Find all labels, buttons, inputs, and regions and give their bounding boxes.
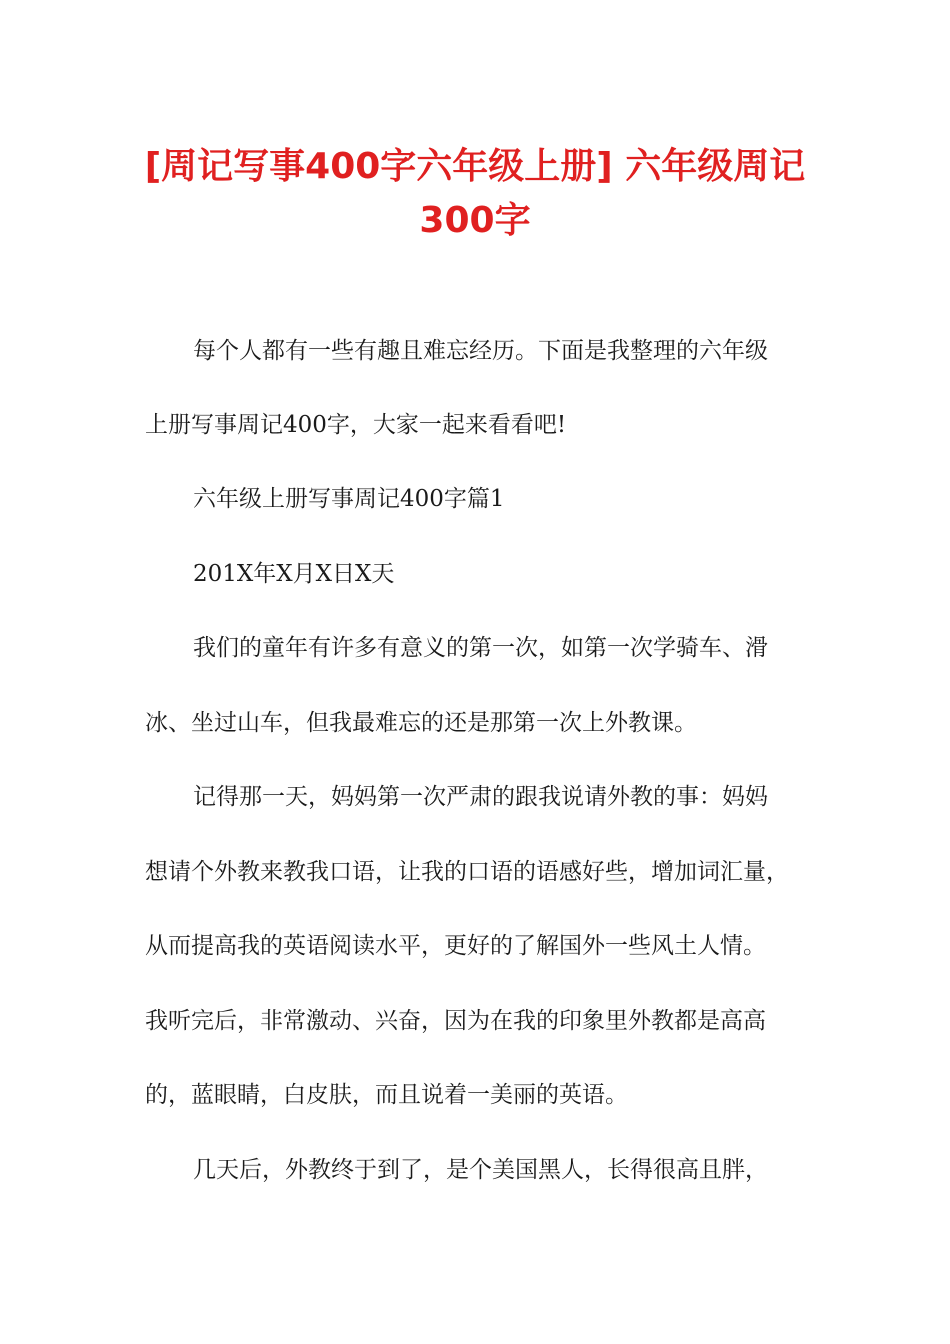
paragraph-line: 想请个外教来教我口语，让我的口语的语感好些，增加词汇量，: [145, 859, 789, 885]
paragraph-line: 记得那一天，妈妈第一次严肃的跟我说请外教的事：妈妈: [193, 784, 768, 810]
date-line: 201X年X月X日X天: [193, 561, 395, 587]
section-heading: 六年级上册写事周记400字篇1: [193, 486, 505, 512]
document-title: [120, 140, 830, 248]
title-line-1: [周记写事400字六年级上册] 六年级周记: [144, 146, 806, 187]
paragraph-line: 的，蓝眼睛，白皮肤，而且说着一美丽的英语。: [145, 1082, 628, 1108]
paragraph-line: 从而提高我的英语阅读水平，更好的了解国外一些风土人情。: [145, 933, 766, 959]
paragraph-line: 每个人都有一些有趣且难忘经历。下面是我整理的六年级: [193, 338, 768, 364]
title-line-2: 300字: [419, 200, 531, 241]
paragraph-line: 冰、坐过山车，但我最难忘的还是那第一次上外教课。: [145, 710, 697, 736]
paragraph-line: 我们的童年有许多有意义的第一次，如第一次学骑车、滑: [193, 635, 768, 661]
paragraph-line: 几天后，外教终于到了，是个美国黑人，长得很高且胖，: [193, 1157, 768, 1183]
paragraph-line: 上册写事周记400字，大家一起来看看吧!: [145, 412, 567, 438]
paragraph-line: 我听完后，非常激动、兴奋，因为在我的印象里外教都是高高: [145, 1008, 766, 1034]
